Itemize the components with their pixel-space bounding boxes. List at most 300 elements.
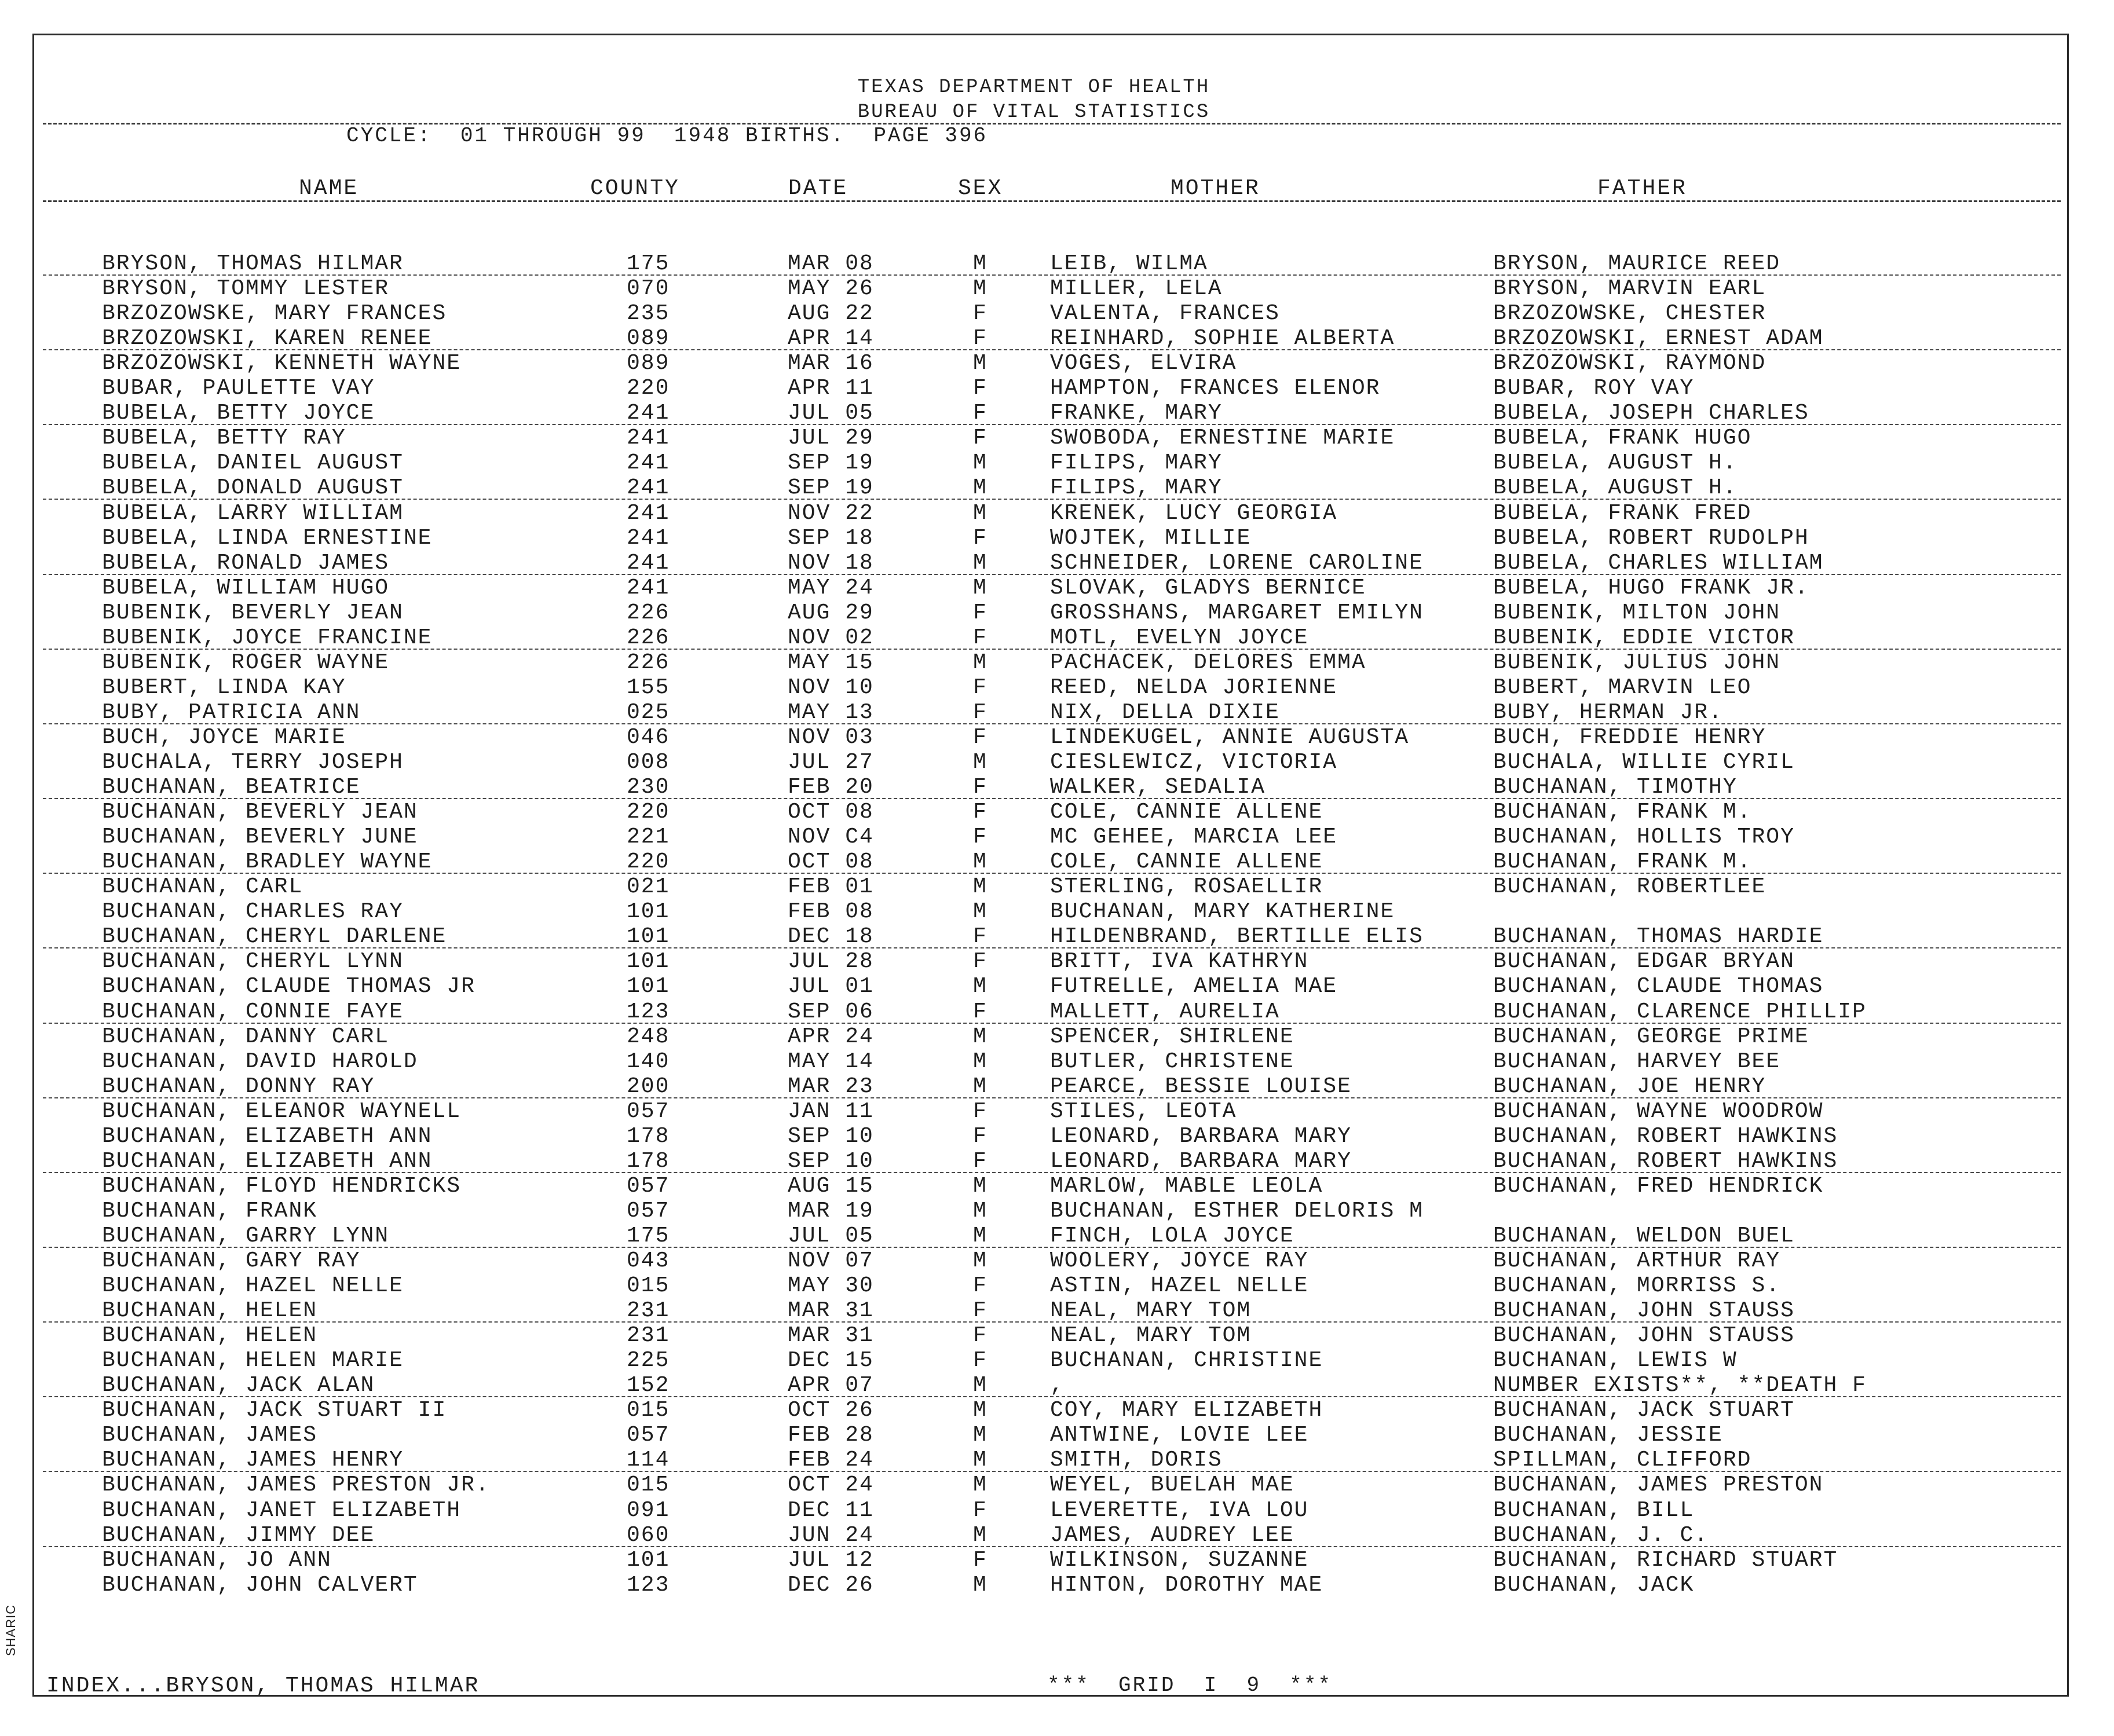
row-name: BUCHANAN, CONNIE FAYE xyxy=(102,999,404,1024)
row-sex: F xyxy=(973,949,987,974)
row-mother: FILIPS, MARY xyxy=(1050,475,1223,500)
row-father: BUCHANAN, JACK xyxy=(1493,1573,1695,1598)
row-sex: M xyxy=(973,1473,987,1497)
row-father: BUCHANAN, FRANK M. xyxy=(1493,849,1752,874)
row-sex: M xyxy=(973,501,987,526)
row-sex: M xyxy=(973,899,987,924)
row-sex: M xyxy=(973,475,987,500)
row-county: 089 xyxy=(627,351,670,376)
row-father: BUCHANAN, FRANK M. xyxy=(1493,800,1752,825)
row-date: SEP 18 xyxy=(788,526,874,551)
row-county: 057 xyxy=(627,1174,670,1199)
row-date: MAY 24 xyxy=(788,576,874,600)
row-mother: HILDENBRAND, BERTILLE ELIS xyxy=(1050,924,1424,949)
row-name: BRZOZOWSKI, KENNETH WAYNE xyxy=(102,351,462,376)
row-sex: M xyxy=(973,1074,987,1099)
row-mother: MARLOW, MABLE LEOLA xyxy=(1050,1174,1323,1199)
row-mother: VOGES, ELVIRA xyxy=(1050,351,1237,376)
row-date: DEC 18 xyxy=(788,924,874,949)
row-father: BUBAR, ROY VAY xyxy=(1493,376,1695,401)
row-county: 043 xyxy=(627,1248,670,1273)
row-sex: M xyxy=(973,750,987,775)
row-mother: STILES, LEOTA xyxy=(1050,1099,1237,1124)
row-father: BUCHANAN, CLAUDE THOMAS xyxy=(1493,974,1824,999)
row-name: BUBELA, RONALD JAMES xyxy=(102,551,390,576)
row-date: NOV 07 xyxy=(788,1248,874,1273)
row-sex: M xyxy=(973,1199,987,1224)
row-sex: M xyxy=(973,1423,987,1448)
row-mother: PACHACEK, DELORES EMMA xyxy=(1050,650,1366,675)
row-sex: F xyxy=(973,1273,987,1298)
row-date: MAY 13 xyxy=(788,700,874,725)
row-date: JUL 27 xyxy=(788,750,874,775)
row-date: FEB 28 xyxy=(788,1423,874,1448)
row-mother: WALKER, SEDALIA xyxy=(1050,775,1266,800)
row-date: JUL 05 xyxy=(788,401,874,426)
row-county: 101 xyxy=(627,899,670,924)
row-sex: F xyxy=(973,1323,987,1348)
row-date: NOV C4 xyxy=(788,825,874,849)
row-county: 070 xyxy=(627,276,670,301)
row-county: 101 xyxy=(627,974,670,999)
row-sex: F xyxy=(973,725,987,750)
row-mother: MOTL, EVELYN JOYCE xyxy=(1050,625,1309,650)
row-sex: F xyxy=(973,1149,987,1174)
row-mother: COLE, CANNIE ALLENE xyxy=(1050,849,1323,874)
row-sex: M xyxy=(973,451,987,475)
row-father: BUCHANAN, LEWIS W xyxy=(1493,1348,1738,1373)
row-date: SEP 06 xyxy=(788,999,874,1024)
column-header-county: COUNTY xyxy=(590,176,680,201)
row-name: BUBELA, BETTY JOYCE xyxy=(102,401,375,426)
row-father: BUCHANAN, EDGAR BRYAN xyxy=(1493,949,1795,974)
row-mother: PEARCE, BESSIE LOUISE xyxy=(1050,1074,1352,1099)
row-mother: LEONARD, BARBARA MARY xyxy=(1050,1149,1352,1174)
row-name: BUCHANAN, CLAUDE THOMAS JR xyxy=(102,974,476,999)
row-county: 241 xyxy=(627,526,670,551)
row-sex: M xyxy=(973,1448,987,1473)
row-sex: F xyxy=(973,1498,987,1523)
row-date: NOV 02 xyxy=(788,625,874,650)
row-separator xyxy=(43,1172,2061,1173)
row-mother: JAMES, AUDREY LEE xyxy=(1050,1523,1294,1548)
row-mother: BRITT, IVA KATHRYN xyxy=(1050,949,1309,974)
row-father: BUCHANAN, ROBERTLEE xyxy=(1493,874,1766,899)
row-sex: F xyxy=(973,301,987,326)
row-father: BUCHANAN, THOMAS HARDIE xyxy=(1493,924,1824,949)
row-mother: REED, NELDA JORIENNE xyxy=(1050,675,1338,700)
row-name: BUCHANAN, GARRY LYNN xyxy=(102,1224,390,1248)
row-father: BUCHANAN, FRED HENDRICK xyxy=(1493,1174,1824,1199)
row-separator xyxy=(43,649,2061,650)
row-county: 226 xyxy=(627,650,670,675)
row-father: BUBENIK, JULIUS JOHN xyxy=(1493,650,1781,675)
row-county: 123 xyxy=(627,999,670,1024)
row-county: 101 xyxy=(627,949,670,974)
row-sex: F xyxy=(973,775,987,800)
row-date: SEP 10 xyxy=(788,1149,874,1174)
column-header-name: NAME xyxy=(299,176,359,201)
row-separator xyxy=(43,1321,2061,1323)
row-name: BUBELA, LINDA ERNESTINE xyxy=(102,526,433,551)
row-father: BUBENIK, MILTON JOHN xyxy=(1493,600,1781,625)
row-date: JUL 01 xyxy=(788,974,874,999)
row-separator xyxy=(43,1546,2061,1547)
row-name: BRYSON, TOMMY LESTER xyxy=(102,276,390,301)
row-name: BRYSON, THOMAS HILMAR xyxy=(102,251,404,276)
row-sex: F xyxy=(973,376,987,401)
row-father: BRZOZOWSKE, CHESTER xyxy=(1493,301,1766,326)
row-date: APR 11 xyxy=(788,376,874,401)
row-date: AUG 22 xyxy=(788,301,874,326)
index-footer: INDEX...BRYSON, THOMAS HILMAR xyxy=(46,1673,480,1698)
row-father: BUCHANAN, MORRISS S. xyxy=(1493,1273,1781,1298)
row-name: BUCHANAN, JACK ALAN xyxy=(102,1373,375,1398)
row-sex: M xyxy=(973,874,987,899)
row-father: BUCHANAN, WELDON BUEL xyxy=(1493,1224,1795,1248)
row-county: 015 xyxy=(627,1273,670,1298)
header-rule xyxy=(43,123,2061,124)
row-father: BUBERT, MARVIN LEO xyxy=(1493,675,1752,700)
row-date: JUL 12 xyxy=(788,1548,874,1573)
row-mother: KRENEK, LUCY GEORGIA xyxy=(1050,501,1338,526)
row-name: BUCHANAN, JAMES HENRY xyxy=(102,1448,404,1473)
row-county: 008 xyxy=(627,750,670,775)
row-mother: LEVERETTE, IVA LOU xyxy=(1050,1498,1309,1523)
row-mother: BUCHANAN, CHRISTINE xyxy=(1050,1348,1323,1373)
row-mother: WOOLERY, JOYCE RAY xyxy=(1050,1248,1309,1273)
row-mother: VALENTA, FRANCES xyxy=(1050,301,1280,326)
row-father: BUCH, FREDDIE HENRY xyxy=(1493,725,1766,750)
row-county: 152 xyxy=(627,1373,670,1398)
row-name: BRZOZOWSKE, MARY FRANCES xyxy=(102,301,447,326)
row-date: OCT 08 xyxy=(788,800,874,825)
row-father: BUBELA, JOSEPH CHARLES xyxy=(1493,401,1809,426)
row-father: SPILLMAN, CLIFFORD xyxy=(1493,1448,1752,1473)
row-date: NOV 10 xyxy=(788,675,874,700)
row-father: BUCHANAN, JOHN STAUSS xyxy=(1493,1323,1795,1348)
row-name: BUCHANAN, BRADLEY WAYNE xyxy=(102,849,433,874)
row-name: BUBENIK, JOYCE FRANCINE xyxy=(102,625,433,650)
row-name: BUCH, JOYCE MARIE xyxy=(102,725,346,750)
row-name: BUBELA, BETTY RAY xyxy=(102,426,346,451)
side-stamp: SHARIC xyxy=(3,1604,18,1656)
row-name: BRZOZOWSKI, KAREN RENEE xyxy=(102,326,433,351)
row-name: BUBENIK, ROGER WAYNE xyxy=(102,650,390,675)
row-county: 175 xyxy=(627,251,670,276)
row-mother: ASTIN, HAZEL NELLE xyxy=(1050,1273,1309,1298)
row-county: 226 xyxy=(627,600,670,625)
row-name: BUCHANAN, CHERYL LYNN xyxy=(102,949,404,974)
row-father: BUCHANAN, ROBERT HAWKINS xyxy=(1493,1124,1838,1149)
row-name: BUCHANAN, BEVERLY JUNE xyxy=(102,825,418,849)
row-mother: WILKINSON, SUZANNE xyxy=(1050,1548,1309,1573)
row-name: BUCHANAN, JIMMY DEE xyxy=(102,1523,375,1548)
row-date: JUL 29 xyxy=(788,426,874,451)
row-sex: M xyxy=(973,1523,987,1548)
row-name: BUCHANAN, HELEN xyxy=(102,1298,318,1323)
row-mother: ANTWINE, LOVIE LEE xyxy=(1050,1423,1309,1448)
row-name: BUCHANAN, HAZEL NELLE xyxy=(102,1273,404,1298)
row-separator xyxy=(43,274,2061,276)
row-mother: GROSSHANS, MARGARET EMILYN xyxy=(1050,600,1424,625)
row-sex: M xyxy=(973,1024,987,1049)
row-county: 060 xyxy=(627,1523,670,1548)
row-date: DEC 11 xyxy=(788,1498,874,1523)
row-mother: SWOBODA, ERNESTINE MARIE xyxy=(1050,426,1395,451)
row-separator xyxy=(43,798,2061,799)
row-father: BUBY, HERMAN JR. xyxy=(1493,700,1723,725)
row-father: BUCHANAN, BILL xyxy=(1493,1498,1695,1523)
row-sex: F xyxy=(973,999,987,1024)
row-name: BUBELA, DANIEL AUGUST xyxy=(102,451,404,475)
row-sex: F xyxy=(973,401,987,426)
row-sex: F xyxy=(973,1099,987,1124)
row-mother: FRANKE, MARY xyxy=(1050,401,1223,426)
row-sex: M xyxy=(973,276,987,301)
row-name: BUCHANAN, ELEANOR WAYNELL xyxy=(102,1099,462,1124)
row-sex: F xyxy=(973,675,987,700)
row-date: JAN 11 xyxy=(788,1099,874,1124)
row-date: APR 24 xyxy=(788,1024,874,1049)
row-father: BUBELA, AUGUST H. xyxy=(1493,475,1738,500)
row-name: BUCHANAN, CHARLES RAY xyxy=(102,899,404,924)
row-name: BUCHANAN, JAMES PRESTON JR. xyxy=(102,1473,490,1497)
row-mother: CIESLEWICZ, VICTORIA xyxy=(1050,750,1338,775)
row-sex: M xyxy=(973,974,987,999)
row-date: MAY 14 xyxy=(788,1049,874,1074)
row-father: BUCHANAN, JESSIE xyxy=(1493,1423,1723,1448)
row-father: BUCHANAN, JACK STUART xyxy=(1493,1398,1795,1423)
row-name: BUCHANAN, CARL xyxy=(102,874,303,899)
row-father: BUBELA, FRANK FRED xyxy=(1493,501,1752,526)
row-separator xyxy=(43,1023,2061,1024)
row-date: MAR 31 xyxy=(788,1298,874,1323)
row-county: 225 xyxy=(627,1348,670,1373)
row-county: 178 xyxy=(627,1149,670,1174)
row-sex: M xyxy=(973,1398,987,1423)
row-separator xyxy=(43,1247,2061,1248)
row-mother: LINDEKUGEL, ANNIE AUGUSTA xyxy=(1050,725,1410,750)
row-mother: NIX, DELLA DIXIE xyxy=(1050,700,1280,725)
row-mother: , xyxy=(1050,1373,1065,1398)
row-county: 021 xyxy=(627,874,670,899)
row-county: 025 xyxy=(627,700,670,725)
row-sex: M xyxy=(973,1224,987,1248)
row-county: 231 xyxy=(627,1298,670,1323)
row-county: 241 xyxy=(627,451,670,475)
row-county: 057 xyxy=(627,1199,670,1224)
row-name: BUBENIK, BEVERLY JEAN xyxy=(102,600,404,625)
row-date: OCT 26 xyxy=(788,1398,874,1423)
row-father: BRYSON, MAURICE REED xyxy=(1493,251,1781,276)
row-mother: LEIB, WILMA xyxy=(1050,251,1208,276)
row-separator xyxy=(43,349,2061,350)
row-name: BUCHANAN, JOHN CALVERT xyxy=(102,1573,418,1598)
row-county: 241 xyxy=(627,475,670,500)
row-name: BUCHANAN, JAMES xyxy=(102,1423,318,1448)
row-date: MAR 08 xyxy=(788,251,874,276)
row-date: SEP 10 xyxy=(788,1124,874,1149)
row-name: BUBERT, LINDA KAY xyxy=(102,675,346,700)
row-county: 241 xyxy=(627,426,670,451)
row-sex: M xyxy=(973,551,987,576)
row-county: 200 xyxy=(627,1074,670,1099)
row-separator xyxy=(43,1396,2061,1397)
row-date: APR 07 xyxy=(788,1373,874,1398)
row-separator xyxy=(43,424,2061,425)
row-sex: M xyxy=(973,849,987,874)
row-mother: HAMPTON, FRANCES ELENOR xyxy=(1050,376,1381,401)
row-county: 231 xyxy=(627,1323,670,1348)
row-father: BUCHANAN, JOE HENRY xyxy=(1493,1074,1766,1099)
row-name: BUCHANAN, DONNY RAY xyxy=(102,1074,375,1099)
row-date: MAR 23 xyxy=(788,1074,874,1099)
row-name: BUCHANAN, JACK STUART II xyxy=(102,1398,447,1423)
row-name: BUCHANAN, JO ANN xyxy=(102,1548,332,1573)
row-name: BUCHANAN, FLOYD HENDRICKS xyxy=(102,1174,462,1199)
row-date: OCT 24 xyxy=(788,1473,874,1497)
header-line-1: TEXAS DEPARTMENT OF HEALTH xyxy=(857,76,1210,98)
row-date: JUN 24 xyxy=(788,1523,874,1548)
row-father: BRYSON, MARVIN EARL xyxy=(1493,276,1766,301)
column-header-rule xyxy=(43,200,2061,202)
row-date: MAY 26 xyxy=(788,276,874,301)
row-father: BUCHALA, WILLIE CYRIL xyxy=(1493,750,1795,775)
row-father: NUMBER EXISTS**, **DEATH F xyxy=(1493,1373,1867,1398)
row-mother: SPENCER, SHIRLENE xyxy=(1050,1024,1294,1049)
row-mother: MALLETT, AURELIA xyxy=(1050,999,1280,1024)
row-date: FEB 20 xyxy=(788,775,874,800)
row-date: AUG 29 xyxy=(788,600,874,625)
row-father: BUCHANAN, TIMOTHY xyxy=(1493,775,1738,800)
row-father: BUCHANAN, RICHARD STUART xyxy=(1493,1548,1838,1573)
row-mother: WEYEL, BUELAH MAE xyxy=(1050,1473,1294,1497)
row-date: NOV 03 xyxy=(788,725,874,750)
header-line-2: BUREAU OF VITAL STATISTICS xyxy=(857,101,1210,123)
row-separator xyxy=(43,1471,2061,1472)
row-mother: MILLER, LELA xyxy=(1050,276,1223,301)
row-county: 114 xyxy=(627,1448,670,1473)
row-name: BUCHANAN, DANNY CARL xyxy=(102,1024,390,1049)
row-county: 230 xyxy=(627,775,670,800)
row-sex: F xyxy=(973,600,987,625)
row-name: BUCHALA, TERRY JOSEPH xyxy=(102,750,404,775)
row-county: 057 xyxy=(627,1099,670,1124)
row-sex: F xyxy=(973,800,987,825)
row-county: 241 xyxy=(627,576,670,600)
row-name: BUCHANAN, CHERYL DARLENE xyxy=(102,924,447,949)
row-sex: F xyxy=(973,700,987,725)
row-mother: BUCHANAN, MARY KATHERINE xyxy=(1050,899,1395,924)
row-name: BUBELA, DONALD AUGUST xyxy=(102,475,404,500)
row-father: BUCHANAN, ARTHUR RAY xyxy=(1493,1248,1781,1273)
row-date: MAR 16 xyxy=(788,351,874,376)
row-name: BUCHANAN, BEVERLY JEAN xyxy=(102,800,418,825)
row-county: 101 xyxy=(627,1548,670,1573)
row-mother: WOJTEK, MILLIE xyxy=(1050,526,1252,551)
row-mother: LEONARD, BARBARA MARY xyxy=(1050,1124,1352,1149)
row-county: 235 xyxy=(627,301,670,326)
row-father: BUBELA, AUGUST H. xyxy=(1493,451,1738,475)
row-name: BUBELA, WILLIAM HUGO xyxy=(102,576,390,600)
row-county: 155 xyxy=(627,675,670,700)
row-date: APR 14 xyxy=(788,326,874,351)
row-separator xyxy=(43,574,2061,575)
row-father: BUBELA, HUGO FRANK JR. xyxy=(1493,576,1809,600)
row-mother: COY, MARY ELIZABETH xyxy=(1050,1398,1323,1423)
row-county: 226 xyxy=(627,625,670,650)
row-father: BUCHANAN, CLARENCE PHILLIP xyxy=(1493,999,1867,1024)
row-name: BUCHANAN, ELIZABETH ANN xyxy=(102,1124,433,1149)
row-sex: F xyxy=(973,625,987,650)
row-name: BUCHANAN, DAVID HAROLD xyxy=(102,1049,418,1074)
row-county: 089 xyxy=(627,326,670,351)
row-mother: SCHNEIDER, LORENE CAROLINE xyxy=(1050,551,1424,576)
row-date: DEC 26 xyxy=(788,1573,874,1598)
row-father: BRZOZOWSKI, ERNEST ADAM xyxy=(1493,326,1824,351)
row-county: 241 xyxy=(627,551,670,576)
row-sex: M xyxy=(973,351,987,376)
row-county: 221 xyxy=(627,825,670,849)
row-sex: M xyxy=(973,1248,987,1273)
row-sex: F xyxy=(973,1548,987,1573)
row-father: BUCHANAN, WAYNE WOODROW xyxy=(1493,1099,1824,1124)
row-county: 220 xyxy=(627,849,670,874)
row-father: BUCHANAN, HOLLIS TROY xyxy=(1493,825,1795,849)
row-mother: COLE, CANNIE ALLENE xyxy=(1050,800,1323,825)
row-mother: NEAL, MARY TOM xyxy=(1050,1298,1252,1323)
row-name: BUCHANAN, HELEN MARIE xyxy=(102,1348,404,1373)
row-father: BUCHANAN, ROBERT HAWKINS xyxy=(1493,1149,1838,1174)
row-sex: M xyxy=(973,1573,987,1598)
row-separator xyxy=(43,947,2061,948)
row-county: 015 xyxy=(627,1473,670,1497)
column-header-date: DATE xyxy=(788,176,848,201)
row-father: BUBENIK, EDDIE VICTOR xyxy=(1493,625,1795,650)
row-date: NOV 18 xyxy=(788,551,874,576)
row-name: BUCHANAN, GARY RAY xyxy=(102,1248,361,1273)
row-father: BUCHANAN, GEORGE PRIME xyxy=(1493,1024,1809,1049)
row-father: BUBELA, FRANK HUGO xyxy=(1493,426,1752,451)
row-date: MAY 15 xyxy=(788,650,874,675)
row-father: BUCHANAN, JAMES PRESTON xyxy=(1493,1473,1824,1497)
row-date: OCT 08 xyxy=(788,849,874,874)
row-mother: MC GEHEE, MARCIA LEE xyxy=(1050,825,1338,849)
row-sex: F xyxy=(973,825,987,849)
row-county: 015 xyxy=(627,1398,670,1423)
column-header-mother: MOTHER xyxy=(1171,176,1260,201)
row-father: BRZOZOWSKI, RAYMOND xyxy=(1493,351,1766,376)
row-separator xyxy=(43,723,2061,724)
row-name: BUCHANAN, FRANK xyxy=(102,1199,318,1224)
row-date: DEC 15 xyxy=(788,1348,874,1373)
row-date: JUL 05 xyxy=(788,1224,874,1248)
row-county: 220 xyxy=(627,376,670,401)
row-mother: HINTON, DOROTHY MAE xyxy=(1050,1573,1323,1598)
row-sex: F xyxy=(973,924,987,949)
row-father: BUBELA, ROBERT RUDOLPH xyxy=(1493,526,1809,551)
row-date: MAR 19 xyxy=(788,1199,874,1224)
row-date: JUL 28 xyxy=(788,949,874,974)
row-mother: REINHARD, SOPHIE ALBERTA xyxy=(1050,326,1395,351)
row-name: BUCHANAN, HELEN xyxy=(102,1323,318,1348)
cycle-line: CYCLE: 01 THROUGH 99 1948 BIRTHS. PAGE 396 xyxy=(346,124,988,148)
row-sex: F xyxy=(973,1298,987,1323)
row-name: BUCHANAN, JANET ELIZABETH xyxy=(102,1498,462,1523)
row-date: FEB 08 xyxy=(788,899,874,924)
row-sex: M xyxy=(973,1049,987,1074)
